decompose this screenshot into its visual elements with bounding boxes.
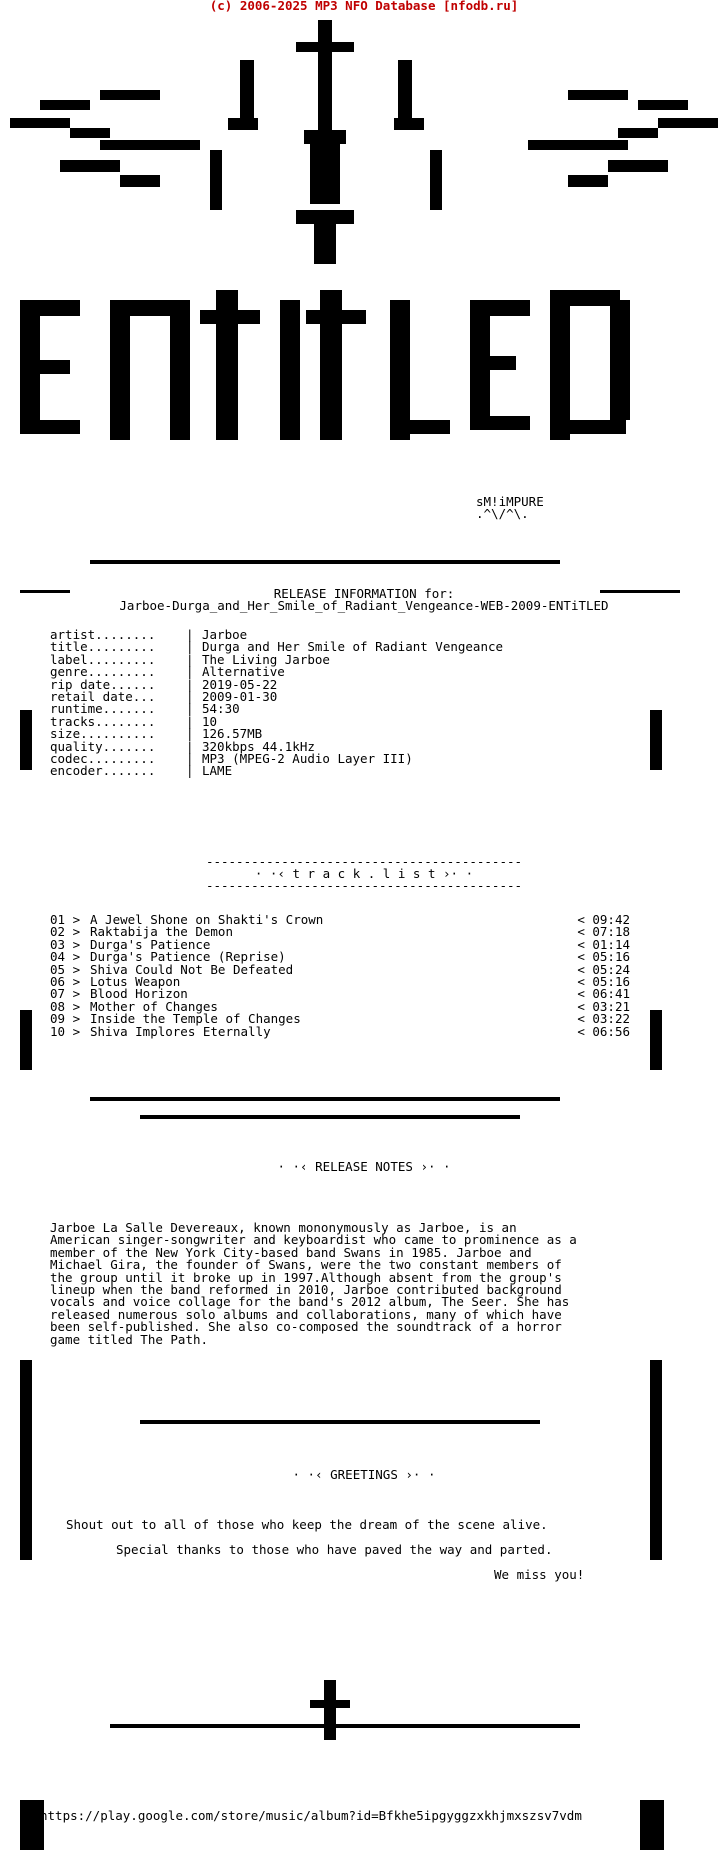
track-list [50, 914, 630, 1038]
info-key: codec......... [50, 751, 156, 767]
track-time: < 03:21 [577, 998, 630, 1014]
info-separator: | [186, 627, 194, 642]
track-name: A Jewel Shone on Shakti's Crown [90, 912, 324, 927]
info-separator: | [186, 639, 194, 655]
track-time: < 07:18 [577, 924, 630, 940]
tracklist-rule-top: ------------------------------------------ [205, 854, 523, 869]
track-number: 08 > [50, 998, 81, 1014]
tracklist-rule-bottom: ------------------------------------------ [205, 878, 523, 893]
track-number: 03 > [50, 936, 81, 952]
notes-line: been self-published. She also co-composed the soundtrack of a horror [50, 1319, 562, 1335]
info-key: rip date...... [50, 676, 156, 692]
notes-line: game titled The Path. [50, 1331, 209, 1347]
info-key: encoder....... [50, 763, 156, 779]
track-time: < 05:16 [577, 949, 630, 965]
info-separator: | [186, 676, 194, 692]
track-time: < 09:42 [577, 912, 630, 927]
info-value: 2009-01-30 [202, 689, 278, 705]
info-value: Durga and Her Smile of Radiant Vengeance [202, 639, 504, 655]
notes-line: Michael Gira, the founder of Swans, were the two constant members of [50, 1257, 562, 1273]
track-name: Shiva Could Not Be Defeated [90, 961, 294, 977]
track-number: 04 > [50, 949, 81, 965]
notes-line: American singer-songwriter and keyboardist who came to prominence as a [50, 1232, 577, 1248]
logo-tag-1: sM!iMPURE [476, 494, 544, 509]
notes-line: the group until it broke up in 1997.Although absent from the group's [50, 1269, 562, 1285]
info-value: 2019-05-22 [202, 676, 278, 692]
info-key: genre......... [50, 664, 156, 680]
copyright-header: (c) 2006-2025 MP3 NFO Database [nfodb.ru] [209, 0, 519, 13]
info-separator: | [186, 689, 194, 705]
info-key: quality....... [50, 738, 156, 754]
info-separator: | [186, 651, 194, 667]
info-key: size.......... [50, 726, 156, 742]
info-key: tracks........ [50, 713, 156, 729]
info-separator: | [186, 713, 194, 729]
info-separator: | [186, 751, 194, 767]
info-value: 320kbps 44.1kHz [202, 738, 315, 754]
release-info-table [50, 629, 503, 778]
info-value: LAME [202, 763, 233, 779]
info-key: artist........ [50, 627, 156, 642]
track-number: 06 > [50, 974, 81, 990]
track-number: 07 > [50, 986, 81, 1002]
track-name: Durga's Patience (Reprise) [90, 949, 286, 965]
info-value: Alternative [202, 664, 285, 680]
info-value: 54:30 [202, 701, 240, 717]
notes-line: vocals and voice collage for the band's 2012 album, The Seer. She has [50, 1294, 570, 1310]
info-key: label......... [50, 651, 156, 667]
track-number: 05 > [50, 961, 81, 977]
notes-line: Jarboe La Salle Devereaux, known mononymously as Jarboe, is an [50, 1220, 517, 1235]
notes-line: released numerous solo albums and collaborations, many of which have [50, 1306, 562, 1322]
track-name: Lotus Weapon [90, 974, 181, 990]
track-name: Blood Horizon [90, 986, 188, 1002]
notes-line: member of the New York City-based band Swans in 1985. Jarboe and [50, 1244, 532, 1260]
track-number: 01 > [50, 912, 81, 927]
info-key: runtime....... [50, 701, 156, 717]
info-value: The Living Jarboe [202, 651, 330, 667]
track-number: 09 > [50, 1011, 81, 1027]
info-separator: | [186, 701, 194, 717]
track-number: 02 > [50, 924, 81, 940]
info-value: 10 [202, 713, 218, 729]
info-value: Jarboe [202, 627, 248, 642]
track-number: 10 > [50, 1023, 81, 1039]
track-time: < 06:56 [577, 1023, 630, 1039]
track-row [50, 1023, 630, 1039]
info-key: title......... [50, 639, 156, 655]
track-name: Raktabija the Demon [90, 924, 233, 940]
info-separator: | [186, 738, 194, 754]
footer-url: https://play.google.com/store/music/album?id=Bfkhe5ipgyggzxkhjmxszsv7vdm [40, 1808, 582, 1823]
info-value: MP3 (MPEG-2 Audio Layer III) [202, 751, 413, 767]
track-time: < 05:16 [577, 974, 630, 990]
release-heading: RELEASE INFORMATION for: [273, 586, 455, 601]
release-name: Jarboe-Durga_and_Her_Smile_of_Radiant_Vengeance-WEB-2009-ENTiTLED [119, 598, 609, 613]
logo-tag-2: .^\/^\. [476, 506, 529, 521]
notes-line: lineup when the band reformed in 2010, Jarboe contributed background [50, 1282, 562, 1298]
tracklist-title: · ·‹ t r a c k . l i s t ›· · [254, 866, 474, 881]
info-value: 126.57MB [202, 726, 263, 742]
info-separator: | [186, 726, 194, 742]
track-name: Inside the Temple of Changes [90, 1011, 301, 1027]
info-separator: | [186, 763, 194, 779]
info-key: retail date... [50, 689, 156, 705]
greetings-line-1: Shout out to all of those who keep the dream of the scene alive. [66, 1517, 548, 1532]
greetings-title: · ·‹ GREETINGS ›· · [292, 1467, 436, 1482]
greetings-line-2: Special thanks to those who have paved the way and parted. [116, 1542, 553, 1557]
greetings-line-3: We miss you! [494, 1567, 585, 1582]
track-time: < 01:14 [577, 936, 630, 952]
notes-body [50, 1222, 577, 1346]
info-separator: | [186, 664, 194, 680]
track-name: Durga's Patience [90, 936, 211, 952]
track-name: Shiva Implores Eternally [90, 1023, 271, 1039]
track-name: Mother of Changes [90, 998, 218, 1014]
track-time: < 06:41 [577, 986, 630, 1002]
track-time: < 03:22 [577, 1011, 630, 1027]
track-time: < 05:24 [577, 961, 630, 977]
notes-title: · ·‹ RELEASE NOTES ›· · [277, 1159, 451, 1174]
info-row [50, 765, 503, 777]
